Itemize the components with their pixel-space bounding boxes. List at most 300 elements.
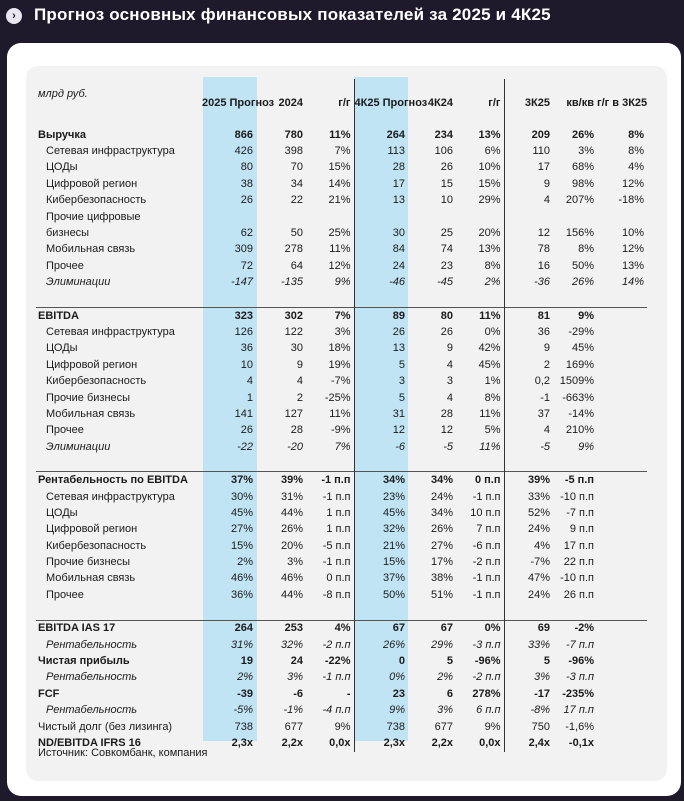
col-header: кв/кв <box>566 97 594 109</box>
table-cell: 84 <box>354 242 408 258</box>
table-row <box>36 258 647 274</box>
table-row <box>36 653 647 669</box>
table-cell: -1 п.п <box>472 490 501 503</box>
spacer-cell <box>256 291 306 308</box>
table-cell: -663% <box>562 391 594 404</box>
table-cell: 3 <box>446 375 453 388</box>
table-cell: 17 <box>354 176 408 192</box>
table-cell: 24% <box>504 522 553 538</box>
table-cell: 2% <box>484 276 501 289</box>
table-cell: 11% <box>479 407 501 420</box>
table-cell <box>597 439 647 455</box>
table-cell: 2% <box>237 671 253 684</box>
table-cell: 27% <box>230 523 253 536</box>
table-cell: -147 <box>230 276 253 289</box>
table-cell: 32% <box>280 638 303 651</box>
table-cell: 72 <box>240 259 253 272</box>
table-cell: -10 п.п <box>560 490 594 503</box>
table-cell: 10 <box>440 194 453 207</box>
table-cell: 0,0x <box>479 736 501 749</box>
table-cell: 0 п.п <box>456 472 504 489</box>
table-cell: 9% <box>553 307 597 324</box>
table-cell: 6 п.п <box>476 704 501 717</box>
table-cell: -1 п.п <box>322 556 351 569</box>
table-cell: 47% <box>504 571 553 587</box>
table-cell: 26 <box>354 324 408 340</box>
table-cell: 2,3x <box>231 736 253 749</box>
table-cell: 0,0x <box>329 736 351 749</box>
table-cell <box>597 341 647 357</box>
table-cell: 13% <box>621 259 644 272</box>
col-header: 2025 Прогноз <box>202 97 275 109</box>
table-cell: 1 <box>246 391 253 404</box>
table-cell: 13 <box>354 341 408 357</box>
chevron-right-icon: › <box>6 8 22 24</box>
spacer-cell <box>354 455 408 472</box>
table-cell: 80 <box>240 161 253 174</box>
table-cell: 32% <box>354 522 408 538</box>
table-cell: 39% <box>256 472 306 489</box>
spacer-cell <box>202 291 256 308</box>
table-cell: 4 <box>446 391 453 404</box>
row-label: Рентабельность <box>46 704 138 717</box>
table-cell: -2 п.п <box>472 556 501 569</box>
table-cell: 17 <box>504 160 553 176</box>
table-cell: 12% <box>621 177 644 190</box>
table-cell: 24 <box>354 258 408 274</box>
table-row <box>36 554 647 570</box>
table-cell: 19% <box>328 358 351 371</box>
table-cell <box>597 423 647 439</box>
table-cell: 18% <box>328 342 351 355</box>
unit-label: млрд руб. <box>38 88 88 100</box>
table-cell: -5 <box>504 439 553 455</box>
table-cell: 207% <box>565 194 594 207</box>
spacer-cell <box>256 604 306 621</box>
table-cell <box>597 719 647 735</box>
table-cell: 12 <box>354 423 408 439</box>
table-cell: 15% <box>230 539 253 552</box>
row-label: Чистый долг (без лизинга) <box>38 720 173 733</box>
table-cell: 6 <box>446 687 453 700</box>
table-cell: 0,2 <box>504 373 553 389</box>
table-cell: -8% <box>504 703 553 719</box>
spacer-cell <box>553 111 597 127</box>
table-row <box>36 357 647 373</box>
table-row <box>36 390 647 406</box>
spacer-cell <box>456 291 504 308</box>
table-cell: -3 п.п <box>566 671 594 684</box>
table-cell: 31% <box>230 638 253 651</box>
table-row <box>36 209 647 225</box>
section-spacer <box>36 111 647 127</box>
table-cell: 34% <box>354 472 408 489</box>
table-cell: 2,2x <box>431 736 453 749</box>
table-cell: 29% <box>478 194 501 207</box>
table-cell: -1 п.п <box>322 490 351 503</box>
table-cell: 156% <box>565 227 594 240</box>
table-cell: 3% <box>287 556 303 569</box>
table-cell <box>553 209 597 225</box>
table-cell: 81 <box>504 307 553 324</box>
row-label: Цифровой регион <box>46 177 138 190</box>
table-cell: 5 <box>354 357 408 373</box>
table-cell: 10% <box>621 227 644 240</box>
table-cell: -96% <box>568 655 594 668</box>
table-cell: 68% <box>571 161 594 174</box>
table-cell: 29% <box>430 638 453 651</box>
table-cell: 2,2x <box>281 736 303 749</box>
table-cell: 113 <box>354 143 408 159</box>
row-label: Мобильная связь <box>46 407 136 420</box>
table-cell: -5 п.п <box>322 539 351 552</box>
table-cell: 4 <box>446 358 453 371</box>
table-row <box>36 406 647 422</box>
table-cell: -1 п.п <box>322 671 351 684</box>
table-row <box>36 686 647 702</box>
table-row <box>36 538 647 554</box>
table-cell: 210% <box>565 424 594 437</box>
row-label: Прочие бизнесы <box>46 556 131 569</box>
table-cell: 15 <box>440 177 453 190</box>
table-row <box>36 472 647 489</box>
table-cell: 67 <box>354 620 408 637</box>
table-cell: 24% <box>504 587 553 603</box>
table-cell: 50 <box>290 227 303 240</box>
table-cell: -1 п.п <box>472 588 501 601</box>
table-cell: 30 <box>354 225 408 241</box>
table-cell: -25% <box>324 391 351 404</box>
table-row <box>36 373 647 389</box>
row-label: Прочее <box>46 259 84 272</box>
row-label: Прочие бизнесы <box>46 391 131 404</box>
table-cell: 9 <box>296 358 303 371</box>
table-cell: -8 п.п <box>322 588 351 601</box>
financial-forecast-table <box>36 79 647 752</box>
table-cell: -1 п.п <box>472 572 501 585</box>
table-row <box>36 127 647 143</box>
spacer-cell <box>553 604 597 621</box>
table-cell: 30 <box>290 342 303 355</box>
table-cell: 264 <box>202 620 256 637</box>
table-cell: 36% <box>230 588 253 601</box>
table-cell: 7 п.п <box>476 523 501 536</box>
table-cell: 51% <box>430 588 453 601</box>
table-cell: 9 <box>504 341 553 357</box>
table-cell <box>597 209 647 225</box>
table-cell: 13% <box>478 128 501 141</box>
table-row <box>36 324 647 340</box>
table-cell <box>306 209 354 225</box>
table-cell: 38% <box>430 572 453 585</box>
table-cell: 26% <box>430 523 453 536</box>
table-row <box>36 489 647 505</box>
row-label: Прочее <box>46 588 84 601</box>
table-row <box>36 225 647 241</box>
table-cell: 8% <box>628 145 644 158</box>
table-cell: 3% <box>437 704 453 717</box>
table-cell: 302 <box>256 307 306 324</box>
table-cell: 20% <box>280 539 303 552</box>
table-cell: -5% <box>233 704 253 717</box>
table-cell: -7 п.п <box>566 506 594 519</box>
table-cell: 34 <box>290 177 303 190</box>
table-cell: 11% <box>479 440 501 453</box>
spacer-cell <box>504 455 553 472</box>
table-cell: 36 <box>240 342 253 355</box>
table-cell: 12% <box>621 243 644 256</box>
table-cell <box>408 209 456 225</box>
table-cell <box>597 406 647 422</box>
table-row <box>36 160 647 176</box>
table-cell: 23% <box>354 489 408 505</box>
col-header: г/г в 3К25 <box>597 97 648 109</box>
table-row <box>36 522 647 538</box>
table-cell: -46 <box>354 275 408 291</box>
table-cell: 26% <box>571 276 594 289</box>
table-cell: 33% <box>504 637 553 653</box>
table-cell: 44% <box>280 588 303 601</box>
table-cell: 5 <box>446 655 453 668</box>
table-cell: -39 <box>237 687 253 700</box>
row-label: Рентабельность <box>46 671 138 684</box>
table-cell: 69 <box>504 620 553 637</box>
row-label: ЦОДы <box>46 506 78 519</box>
table-cell: 9% <box>334 276 351 289</box>
table-cell: -7% <box>330 375 351 388</box>
table-cell: 3% <box>578 145 594 158</box>
spacer-cell <box>504 291 553 308</box>
table-cell: 253 <box>256 620 306 637</box>
table-cell: 21% <box>328 194 351 207</box>
col-header: 3К25 <box>504 79 553 111</box>
table-cell <box>597 587 647 603</box>
table-cell: 323 <box>202 307 256 324</box>
table-cell <box>597 686 647 702</box>
table-cell: 3 <box>354 373 408 389</box>
table-cell: 141 <box>234 407 253 420</box>
table-cell: 0 п.п <box>326 572 351 585</box>
table-cell <box>202 209 256 225</box>
row-label: Кибербезопасность <box>46 375 147 388</box>
spacer-cell <box>354 111 408 127</box>
table-cell: 17% <box>430 556 453 569</box>
table-row <box>36 439 647 455</box>
table-cell: 8% <box>484 259 501 272</box>
table-cell: 31% <box>280 490 303 503</box>
spacer-cell <box>408 455 456 472</box>
spacer-cell <box>202 604 256 621</box>
table-cell: 398 <box>284 145 303 158</box>
table-cell: 21% <box>354 538 408 554</box>
table-cell: -22% <box>324 655 351 668</box>
table-cell: 6% <box>484 145 501 158</box>
table-cell: 309 <box>234 243 253 256</box>
spacer-cell <box>504 111 553 127</box>
table-cell: 80 <box>408 307 456 324</box>
table-cell: 4 <box>504 193 553 209</box>
table-cell: 11% <box>329 407 351 420</box>
table-cell: -2 п.п <box>472 671 501 684</box>
table-cell: 37% <box>354 571 408 587</box>
row-label: Мобильная связь <box>46 572 136 585</box>
table-cell: 677 <box>284 720 303 733</box>
table-row <box>36 587 647 603</box>
table-cell <box>597 735 647 751</box>
table-cell: 17 п.п <box>563 539 594 552</box>
table-row <box>36 341 647 357</box>
table-cell: 34% <box>408 472 456 489</box>
spacer-cell <box>36 604 202 621</box>
table-cell: 33% <box>504 489 553 505</box>
table-cell <box>597 538 647 554</box>
table-cell: -20 <box>287 440 303 453</box>
row-label: EBITDA <box>36 307 202 324</box>
row-label: Выручка <box>38 128 87 141</box>
row-label: Цифровой регион <box>46 523 138 536</box>
table-cell: 44% <box>280 506 303 519</box>
table-cell: 78 <box>504 242 553 258</box>
table-cell <box>354 209 408 225</box>
table-cell: 8% <box>628 128 644 141</box>
table-cell: -45 <box>437 276 453 289</box>
row-label: ЦОДы <box>46 342 78 355</box>
table-cell: - <box>346 687 351 700</box>
table-cell: 0% <box>484 325 501 338</box>
table-cell: 37% <box>202 472 256 489</box>
row-label: бизнесы <box>46 227 90 240</box>
table-cell: 70 <box>290 161 303 174</box>
spacer-cell <box>553 455 597 472</box>
table-cell: 11% <box>329 243 351 256</box>
table-cell <box>597 307 647 324</box>
table-row <box>36 620 647 637</box>
table-cell: 14% <box>621 276 644 289</box>
table-cell: 67 <box>408 620 456 637</box>
table-cell: 9% <box>484 720 501 733</box>
table-cell: 7% <box>334 440 351 453</box>
table-cell: 2,3x <box>354 735 408 751</box>
row-label: ЦОДы <box>46 161 78 174</box>
table-cell: 9% <box>334 720 351 733</box>
col-header: 4К24 <box>427 97 453 109</box>
table-cell: 2,4x <box>504 735 553 751</box>
table-row <box>36 275 647 291</box>
spacer-cell <box>553 291 597 308</box>
table-cell <box>597 620 647 637</box>
table-cell: 45% <box>571 342 594 355</box>
table-row <box>36 176 647 192</box>
table-cell: 9 п.п <box>569 523 594 536</box>
spacer-cell <box>456 111 504 127</box>
table-cell: 5 <box>354 390 408 406</box>
table-cell: -18% <box>618 194 644 207</box>
table-row <box>36 505 647 521</box>
table-cell: -2% <box>553 620 597 637</box>
spacer-cell <box>202 455 256 472</box>
table-cell: 2% <box>237 556 253 569</box>
table-cell: 5% <box>484 424 501 437</box>
table-cell: 12 <box>504 225 553 241</box>
table-cell: 50% <box>354 587 408 603</box>
table-cell: 64 <box>290 259 303 272</box>
table-cell: 13% <box>478 243 501 256</box>
table-cell: -36 <box>504 275 553 291</box>
table-cell: 28 <box>290 424 303 437</box>
table-cell: 2 <box>296 391 303 404</box>
table-cell: 36 <box>504 324 553 340</box>
table-cell: 28 <box>440 407 453 420</box>
table-cell: 74 <box>440 243 453 256</box>
table-cell: 45% <box>354 505 408 521</box>
section-spacer <box>36 291 647 308</box>
table-cell: 26 <box>240 424 253 437</box>
table-cell: 110 <box>504 143 553 159</box>
table-cell <box>597 571 647 587</box>
table-cell: 10% <box>478 161 501 174</box>
section-spacer <box>36 455 647 472</box>
table-cell: -2 п.п <box>322 638 351 651</box>
table-cell: 14% <box>328 177 351 190</box>
table-cell: 39% <box>504 472 553 489</box>
table-cell: 13 <box>354 193 408 209</box>
table-cell: 42% <box>478 342 501 355</box>
row-label: Сетевая инфраструктура <box>46 490 175 503</box>
row-label: Прочее <box>46 424 84 437</box>
spacer-cell <box>306 111 354 127</box>
table-cell: -7 п.п <box>566 638 594 651</box>
table-cell: 38 <box>240 177 253 190</box>
table-cell: 780 <box>284 128 303 141</box>
table-cell <box>597 390 647 406</box>
row-label: Сетевая инфраструктура <box>46 325 175 338</box>
row-label: Цифровой регион <box>46 358 138 371</box>
table-cell: -235% <box>562 687 594 700</box>
table-cell: 126 <box>234 325 253 338</box>
table-cell: 19 <box>240 655 253 668</box>
table-cell: 26 <box>440 161 453 174</box>
table-cell: 11% <box>456 307 504 324</box>
table-cell: 7% <box>306 307 354 324</box>
table-row <box>36 571 647 587</box>
row-label: Чистая прибыль <box>38 655 130 668</box>
table-cell: -5 <box>443 440 453 453</box>
table-cell: 8% <box>578 243 594 256</box>
table-cell: 22 <box>290 194 303 207</box>
table-cell: 62 <box>240 227 253 240</box>
spacer-cell <box>597 604 647 621</box>
table-cell: 5 <box>504 653 553 669</box>
table-cell: 98% <box>571 177 594 190</box>
col-header: г/г <box>488 97 501 109</box>
table-cell: -96% <box>474 655 501 668</box>
table-cell: 12% <box>328 259 351 272</box>
col-header: 4К25 Прогноз <box>354 79 408 111</box>
row-label: Мобильная связь <box>46 243 136 256</box>
table-cell: 89 <box>354 307 408 324</box>
table-cell: -3 п.п <box>472 638 501 651</box>
row-label: Элиминации <box>46 440 111 453</box>
table-cell: -17 <box>504 686 553 702</box>
table-row <box>36 703 647 719</box>
table-cell <box>597 522 647 538</box>
table-cell: -6 <box>293 687 303 700</box>
row-label: Рентабельность по EBITDA <box>36 472 202 489</box>
table-cell: 7% <box>334 145 351 158</box>
table-cell: 45% <box>230 506 253 519</box>
table-cell <box>456 209 504 225</box>
table-cell: 12 <box>440 424 453 437</box>
